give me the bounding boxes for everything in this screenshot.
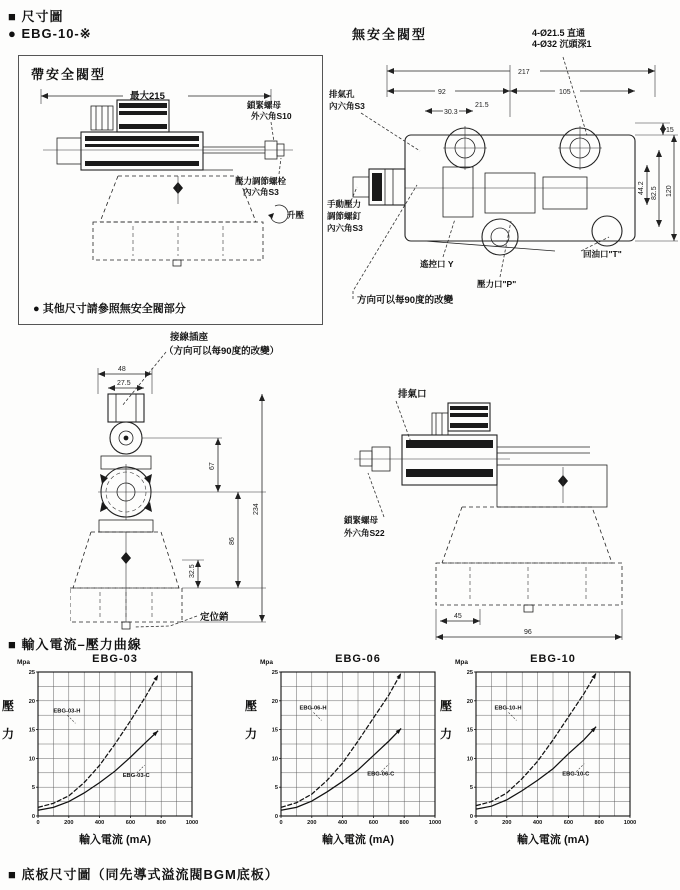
svg-text:輸入電流 (mA): 輸入電流 (mA): [516, 834, 590, 846]
pressure-adjust-bolt-label: [235, 158, 287, 197]
svg-text:800: 800: [399, 820, 409, 826]
socket-label: [122, 331, 279, 406]
svg-text:10: 10: [271, 756, 278, 763]
svg-text:20: 20: [466, 698, 473, 705]
y-axis-label-pressure: 壓力: [439, 699, 452, 741]
svg-text:200: 200: [64, 820, 74, 826]
svg-text:600: 600: [563, 820, 574, 826]
svg-text:EBG-03-H: EBG-03-H: [53, 708, 81, 715]
front-view-drawing: [70, 330, 322, 634]
svg-text:升壓: 升壓: [287, 210, 305, 220]
svg-text:25: 25: [466, 670, 473, 676]
svg-text:30.3: 30.3: [444, 109, 458, 116]
svg-text:輸入電流 (mA): 輸入電流 (mA): [78, 834, 152, 846]
svg-text:20: 20: [271, 698, 278, 705]
y-axis-label-pressure: 壓力: [244, 699, 257, 741]
rotate-note-label: [353, 185, 454, 306]
svg-text:400: 400: [337, 820, 348, 826]
svg-text:Mpa: Mpa: [17, 659, 30, 666]
svg-text:遙控口 Y: 遙控口 Y: [420, 259, 454, 269]
side-bottom-dims: [436, 609, 622, 640]
front-top-dims: [98, 366, 152, 394]
chart-ebg-03: [16, 650, 202, 846]
model-bullet: ● EBG-10-※: [8, 26, 92, 41]
svg-text:輸入電流 (mA): 輸入電流 (mA): [321, 834, 395, 846]
svg-text:25: 25: [28, 670, 35, 676]
svg-text:壓力口"P": 壓力口"P": [477, 279, 517, 289]
svg-text:5: 5: [274, 785, 278, 792]
svg-text:15: 15: [666, 127, 674, 134]
svg-text:內六角S3: 內六角S3: [243, 187, 279, 197]
svg-text:5: 5: [31, 785, 35, 792]
other-dims-note: ● 其他尺寸請參照無安全閥部分: [33, 303, 186, 315]
svg-text:45: 45: [454, 613, 462, 620]
front-view-valve: [70, 394, 182, 629]
svg-text:內六角S3: 內六角S3: [329, 101, 365, 111]
svg-text:15: 15: [466, 727, 473, 734]
with-safety-valve-box: [18, 55, 323, 325]
svg-text:200: 200: [502, 820, 512, 826]
without-safety-valve-title: 無安全閥型: [352, 27, 428, 42]
section-title-baseplate: ■ 底板尺寸圖（同先導式溢流閥BGM底板）: [8, 867, 279, 882]
chart-ebg-10: [454, 650, 640, 846]
svg-text:20: 20: [28, 698, 35, 705]
svg-text:0: 0: [31, 814, 35, 820]
svg-text:400: 400: [532, 820, 543, 826]
svg-text:排氣孔: 排氣孔: [329, 89, 355, 99]
svg-text:鎖緊螺母: 鎖緊螺母: [344, 515, 379, 525]
svg-text:手動壓力: 手動壓力: [327, 199, 362, 209]
chart-block-ebg-03: [0, 650, 204, 850]
svg-text:86: 86: [229, 537, 236, 545]
chart-block-ebg-10: [438, 650, 642, 850]
side-view-drawing: [340, 385, 640, 643]
svg-text:EBG-03: EBG-03: [92, 653, 138, 665]
side-view-with-safety-valve-drawing: [23, 84, 317, 296]
svg-text:800: 800: [156, 820, 166, 826]
top-dimension-lines: [387, 65, 655, 117]
chart-block-ebg-06: [243, 650, 447, 850]
svg-text:15: 15: [28, 727, 35, 734]
solenoid-coil-group: [91, 100, 169, 132]
svg-text:1000: 1000: [623, 820, 637, 826]
chart-ebg-06: [259, 650, 445, 846]
valve-body-top-view: [405, 126, 635, 255]
svg-text:800: 800: [594, 820, 604, 826]
svg-text:400: 400: [94, 820, 105, 826]
svg-text:0: 0: [279, 820, 283, 826]
lock-nut-s22-label: [343, 473, 385, 538]
svg-text:10: 10: [28, 756, 35, 763]
side-view-valve: [354, 403, 622, 612]
svg-text:21.5: 21.5: [475, 102, 489, 109]
svg-text:排氣口: 排氣口: [398, 389, 427, 400]
svg-text:Mpa: Mpa: [260, 659, 273, 666]
svg-text:回油口"T": 回油口"T": [583, 249, 622, 259]
svg-text:32.5: 32.5: [189, 564, 196, 578]
with-safety-valve-title: 帶安全閥型: [31, 67, 107, 82]
svg-text:鎖緊螺母: 鎖緊螺母: [247, 100, 282, 110]
svg-text:15: 15: [271, 727, 278, 734]
svg-text:方向可以每90度的改變: 方向可以每90度的改變: [357, 295, 454, 306]
section-title-dimensions: ■ 尺寸圖: [8, 9, 64, 24]
section-title-curves: ■ 輸入電流–壓力曲線: [8, 637, 142, 652]
svg-text:96: 96: [524, 629, 532, 636]
svg-text:600: 600: [125, 820, 136, 826]
drill-leader: [563, 57, 587, 135]
raise-pressure-symbol: [268, 205, 305, 223]
svg-text:調節螺釘: 調節螺釘: [327, 211, 362, 221]
svg-text:EBG-03-C: EBG-03-C: [122, 773, 150, 780]
svg-text:10: 10: [466, 756, 473, 763]
svg-text:EBG-10-C: EBG-10-C: [562, 771, 590, 778]
svg-text:44.2: 44.2: [638, 181, 645, 195]
svg-text:外六角S10: 外六角S10: [251, 111, 292, 121]
svg-text:0: 0: [474, 820, 478, 826]
svg-text:EBG-06-H: EBG-06-H: [299, 705, 327, 712]
tank-port-label: [581, 237, 622, 259]
exhaust-port-label: [396, 388, 427, 445]
locating-pin-label: [134, 611, 229, 627]
manual-adjust-label: [327, 187, 363, 233]
svg-text:EBG-06: EBG-06: [335, 653, 381, 665]
svg-text:105: 105: [559, 89, 571, 96]
svg-text:48: 48: [118, 366, 126, 373]
svg-text:壓力調節螺栓: 壓力調節螺栓: [235, 176, 287, 186]
top-view-drawing: [325, 55, 680, 317]
valve-body-group: [43, 132, 293, 170]
mounting-holes-label: 4-Ø21.5 直通 4-Ø32 沉頭深1: [532, 28, 592, 49]
svg-text:外六角S22: 外六角S22: [344, 528, 385, 538]
dim-max-215: 最大215: [130, 91, 165, 102]
svg-text:接線插座: 接線插座: [170, 332, 209, 343]
y-axis-label-pressure: 壓力: [1, 699, 14, 741]
svg-text:27.5: 27.5: [117, 380, 131, 387]
svg-text:0: 0: [36, 820, 40, 826]
vent-hole-label: [328, 89, 420, 151]
svg-text:Mpa: Mpa: [455, 659, 468, 666]
svg-text:82.5: 82.5: [651, 186, 658, 200]
svg-text:600: 600: [368, 820, 379, 826]
svg-text:定位銷: 定位銷: [200, 612, 229, 623]
svg-text:內六角S3: 內六角S3: [327, 223, 363, 233]
svg-text:（方向可以每90度的改變）: （方向可以每90度的改變）: [164, 346, 280, 357]
right-dimension-lines: [635, 123, 678, 241]
svg-text:EBG-10-H: EBG-10-H: [494, 705, 522, 712]
remote-port-label: [420, 219, 455, 269]
svg-text:1000: 1000: [428, 820, 442, 826]
svg-text:EBG-06-C: EBG-06-C: [367, 771, 395, 778]
svg-text:1000: 1000: [185, 820, 199, 826]
svg-text:5: 5: [469, 785, 473, 792]
svg-text:25: 25: [271, 670, 278, 676]
svg-text:234: 234: [253, 503, 260, 515]
svg-text:92: 92: [438, 89, 446, 96]
lock-nut-label: [246, 100, 292, 142]
svg-text:0: 0: [469, 814, 473, 820]
svg-text:0: 0: [274, 814, 278, 820]
svg-text:200: 200: [307, 820, 317, 826]
svg-text:67: 67: [209, 462, 216, 470]
svg-text:120: 120: [666, 185, 673, 197]
svg-text:217: 217: [518, 69, 530, 76]
svg-text:EBG-10: EBG-10: [530, 653, 576, 665]
